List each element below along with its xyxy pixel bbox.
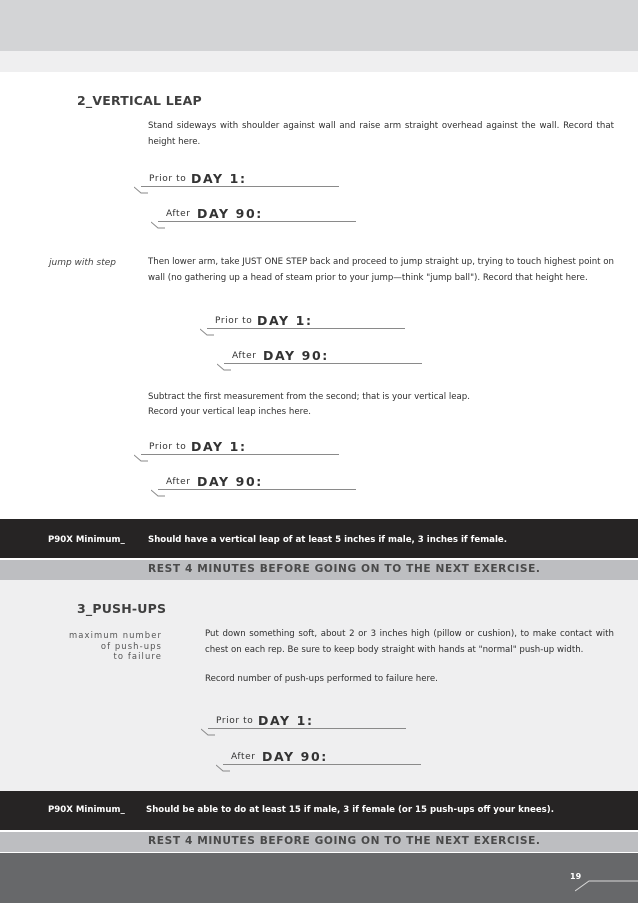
page-number: 19 bbox=[570, 872, 582, 881]
push-ups-title: 3_PUSH-UPS bbox=[77, 601, 167, 616]
section-gray-strip bbox=[0, 51, 638, 72]
write-line bbox=[141, 186, 339, 187]
after-label: After bbox=[166, 477, 191, 487]
vertical-leap-instruction-3-line1: Subtract the first measurement from the second; that is your vertical leap. bbox=[148, 392, 470, 402]
rest-instruction: REST 4 MINUTES BEFORE GOING ON TO THE NEXT EXERCISE. bbox=[148, 563, 541, 575]
record-after-day90-d[interactable] bbox=[216, 743, 422, 765]
write-line bbox=[141, 454, 339, 455]
after-label: After bbox=[231, 752, 256, 762]
write-line bbox=[158, 489, 356, 490]
p90x-minimum-bar-1 bbox=[0, 519, 638, 558]
after-label: After bbox=[166, 209, 191, 219]
write-line bbox=[223, 764, 421, 765]
prior-to-label: Prior to bbox=[149, 442, 187, 452]
rest-bar-1 bbox=[0, 560, 638, 580]
write-line bbox=[158, 221, 356, 222]
day90-label: DAY 90: bbox=[197, 474, 263, 489]
prior-to-label: Prior to bbox=[149, 174, 187, 184]
write-line bbox=[208, 728, 406, 729]
vertical-leap-title: 2_VERTICAL LEAP bbox=[77, 93, 202, 108]
record-prior-day1-c[interactable] bbox=[134, 433, 340, 455]
rest-bar-2 bbox=[0, 832, 638, 852]
record-after-day90-a[interactable] bbox=[151, 200, 357, 222]
p90x-minimum-bar-2 bbox=[0, 791, 638, 830]
record-prior-day1-b[interactable] bbox=[200, 307, 406, 329]
record-prior-day1-d[interactable] bbox=[201, 707, 407, 729]
vertical-leap-instruction-1: Stand sideways with shoulder against wall and raise arm straight overhead against the wall. Record that height here. bbox=[148, 121, 614, 147]
side-note-line: of push-ups bbox=[100, 640, 162, 651]
after-label: After bbox=[232, 351, 257, 361]
jump-with-step-note: jump with step bbox=[49, 258, 116, 268]
p90x-minimum-label: P90X Minimum_ bbox=[48, 535, 125, 545]
day90-label: DAY 90: bbox=[263, 348, 329, 363]
vertical-leap-instruction-3-line2: Record your vertical leap inches here. bbox=[148, 407, 311, 417]
record-after-day90-b[interactable] bbox=[217, 342, 423, 364]
side-note-line: maximum number bbox=[69, 630, 162, 640]
write-line bbox=[207, 328, 405, 329]
p90x-minimum-label: P90X Minimum_ bbox=[48, 805, 125, 815]
rest-instruction: REST 4 MINUTES BEFORE GOING ON TO THE NEXT EXERCISE. bbox=[148, 835, 541, 847]
bottom-band bbox=[0, 853, 638, 903]
day90-label: DAY 90: bbox=[262, 749, 328, 764]
push-ups-instruction-1: Put down something soft, about 2 or 3 inches high (pillow or cushion), to make contact with chest on each rep. Be sure to keep body straight with hands at "normal" push-up width. bbox=[205, 629, 614, 655]
day90-label: DAY 90: bbox=[197, 206, 263, 221]
p90x-minimum-text: Should have a vertical leap of at least 5 inches if male, 3 inches if female. bbox=[148, 535, 508, 545]
record-prior-day1-a[interactable] bbox=[134, 165, 340, 187]
p90x-minimum-text: Should be able to do at least 15 if male, 3 if female (or 15 push-ups off your knees). bbox=[146, 805, 554, 815]
record-after-day90-c[interactable] bbox=[151, 468, 357, 490]
day1-label: DAY 1: bbox=[258, 713, 314, 728]
prior-to-label: Prior to bbox=[216, 716, 254, 726]
push-ups-side-note bbox=[60, 630, 162, 662]
vertical-leap-instruction-2: Then lower arm, take JUST ONE STEP back and proceed to jump straight up, trying to touch highest point on wall (no gathering up a head of steam prior to your jump—think "jump ball"). Record that height here. bbox=[148, 257, 614, 283]
day1-label: DAY 1: bbox=[191, 439, 247, 454]
day1-label: DAY 1: bbox=[191, 171, 247, 186]
push-ups-instruction-2: Record number of push-ups performed to failure here. bbox=[205, 674, 438, 684]
day1-label: DAY 1: bbox=[257, 313, 313, 328]
top-band bbox=[0, 0, 638, 51]
prior-to-label: Prior to bbox=[215, 316, 253, 326]
write-line bbox=[224, 363, 422, 364]
side-note-line: to failure bbox=[113, 651, 162, 661]
page-number-rule bbox=[575, 880, 638, 892]
